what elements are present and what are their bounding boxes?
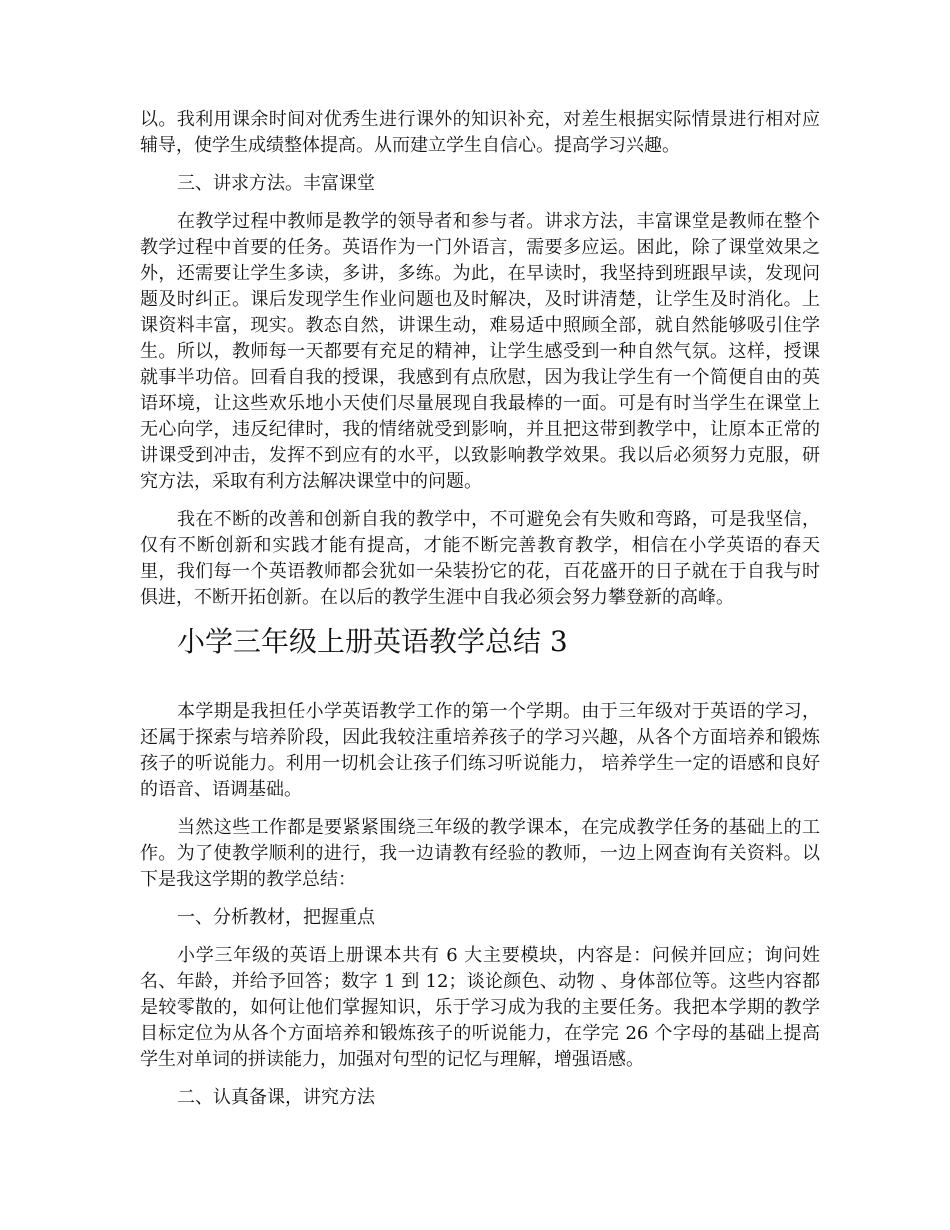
paragraph-textbook-content: 小学三年级的英语上册课本共有 6 大主要模块，内容是：问候并回应；询问姓名、年龄，并给予回答；数字 1 到 12；谈论颜色、动物 、身体部位等。这些内容都是较零散的，如何让他们掌握知识，乐于学习成为我的主要任务。我把本学期的教学目标定位为从各个方面培养和锻炼孩子的听说能力，在学完 26 个字母的基础上提高学生对单词的拼读能力，加强对句型的记忆与理解，增强语感。	[140, 945, 820, 1070]
paragraph-semester-intro: 本学期是我担任小学英语教学工作的第一个学期。由于三年级对于英语的学习，还属于探索与培养阶段，因此我较注重培养孩子的学习兴趣，从各个方面培养和锻炼孩子的听说能力。利用一切机会让孩子们练习听说能力， 培养学生一定的语感和良好的语音、语调基础。	[140, 701, 820, 800]
document-title: 小学三年级上册英语教学总结 3	[177, 625, 568, 658]
section-heading-analyze-textbook: 一、分析教材，把握重点	[177, 907, 375, 928]
paragraph-work-summary: 当然这些工作都是要紧紧围绕三年级的教学课本，在完成教学任务的基础上的工作。为了使教学顺利的进行，我一边请教有经验的教师，一边上网查询有关资料。以下是我这学期的教学总结：	[140, 817, 820, 890]
paragraph-teaching-process: 在教学过程中教师是教学的领导者和参与者。讲求方法，丰富课堂是教师在整个教学过程中首要的任务。英语作为一门外语言，需要多应运。困此，除了课堂效果之外，还需要让学生多读，多讲，多练。为此，在早读时，我坚持到班跟早读，发现问题及时纠正。课后发现学生作业问题也及时解决，及时讲清楚，让学生及时消化。上课资料丰富，现实。教态自然，讲课生动，难易适中照顾全部，就自然能够吸引住学生。所以，教师每一天都要有充足的精神，让学生感受到一种自然气氛。这样，授课就事半功倍。回看自我的授课，我感到有点欣慰，因为我让学生有一个简便自由的英语环境，让这些欢乐地小天使们尽量展现自我最棒的一面。可是有时当学生在课堂上无心向学，违反纪律时，我的情绪就受到影响，并且把这带到教学中，让原本正常的讲课受到冲击，发挥不到应有的水平，以致影响教学效果。我以后必须努力克服，研究方法，采取有利方法解决课堂中的问题。	[140, 211, 820, 492]
section-heading-lesson-prep: 二、认真备课，讲究方法	[177, 1087, 375, 1108]
paragraph-continuation: 以。我利用课余时间对优秀生进行课外的知识补充，对差生根据实际情景进行相对应辅导，使学生成绩整体提高。从而建立学生自信心。提高学习兴趣。	[140, 109, 820, 156]
document-body	[140, 107, 820, 1111]
section-heading-methods: 三、讲求方法。丰富课堂	[177, 173, 375, 194]
paragraph-innovation: 我在不断的改善和创新自我的教学中，不可避免会有失败和弯路，可是我坚信，仅有不断创新和实践才能有提高，才能不断完善教育教学，相信在小学英语的春天里，我们每一个英语教师都会犹如一朵装扮它的花，百花盛开的日子就在于自我与时俱进，不断开拓创新。在以后的教学生涯中自我必须会努力攀登新的高峰。	[140, 509, 820, 608]
